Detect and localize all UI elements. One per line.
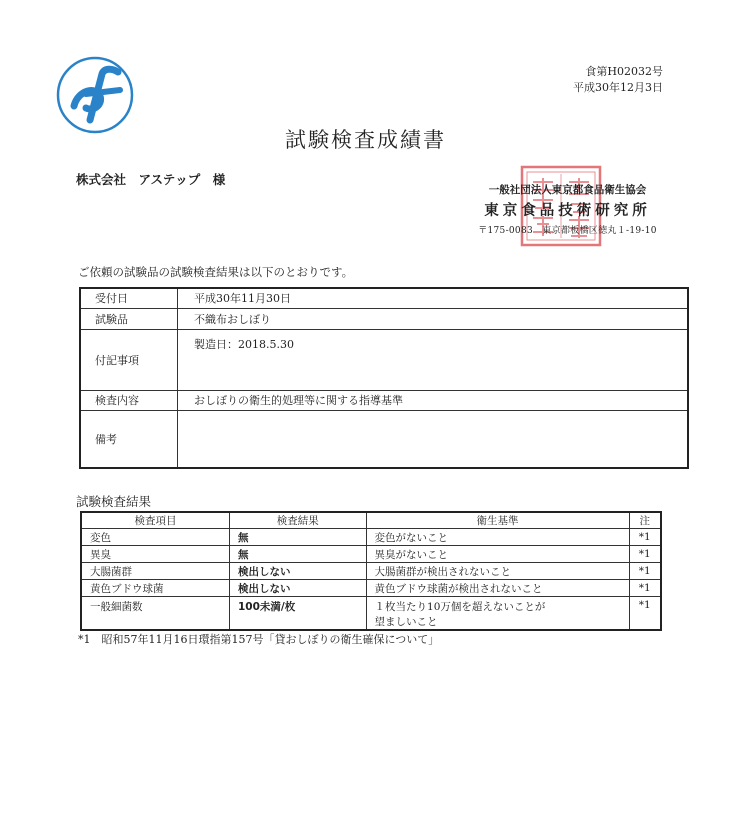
document-date: 平成30年12月3日 [573, 81, 663, 94]
info-value: 不織布おしぼり [178, 308, 689, 329]
test-item: 異臭 [81, 546, 229, 563]
document-number-block [573, 64, 663, 96]
info-label: 検査内容 [80, 390, 178, 410]
standard-line: １枚当たり10万個を超えないことが [374, 601, 546, 613]
info-value: 製造日：2018.5.30 [178, 329, 689, 390]
note-ref: *1 [629, 529, 661, 546]
document-number: 食第H02032号 [585, 65, 663, 78]
column-header: 注 [629, 512, 661, 529]
hygiene-standard: 黄色ブドウ球菌が検出されないこと [366, 580, 629, 597]
standard-line: 望ましいこと [374, 616, 438, 628]
table-row [80, 390, 688, 410]
hygiene-standard: 大腸菌群が検出されないこと [366, 563, 629, 580]
company-logo-icon [56, 56, 134, 134]
table-row [81, 563, 661, 580]
test-item: 大腸菌群 [81, 563, 229, 580]
results-title: 試験検査結果 [76, 494, 152, 509]
issuer-institute: 東京食品技術研究所 [484, 202, 651, 219]
column-header: 衛生基準 [366, 512, 629, 529]
issuer-address: 〒175-0083 東京都板橋区徳丸１-19-10 [478, 226, 657, 236]
hygiene-standard: 変色がないこと [366, 529, 629, 546]
table-row [81, 529, 661, 546]
table-row [80, 329, 688, 390]
table-row [80, 288, 688, 308]
test-result: 検出しない [229, 580, 366, 597]
hygiene-standard [366, 597, 629, 631]
note-ref: *1 [629, 563, 661, 580]
info-value: おしぼりの衛生的処理等に関する指導基準 [178, 390, 689, 410]
table-row [80, 308, 688, 329]
test-item: 黄色ブドウ球菌 [81, 580, 229, 597]
info-value [178, 410, 689, 468]
results-table [80, 511, 662, 631]
issuer-block [460, 182, 675, 236]
document-title: 試験検査成績書 [285, 128, 446, 152]
info-label: 付記事項 [80, 329, 178, 390]
sample-info-table [79, 287, 689, 469]
note-ref: *1 [629, 597, 661, 631]
test-result: 100未満/枚 [229, 597, 366, 631]
footnote: *1 昭和57年11月16日環指第157号「貸おしぼりの衛生確保について」 [78, 633, 440, 646]
info-value: 平成30年11月30日 [178, 288, 689, 308]
table-header-row [81, 512, 661, 529]
intro-text: ご依頼の試験品の試験検査結果は以下のとおりです。 [78, 265, 354, 279]
note-ref: *1 [629, 546, 661, 563]
column-header: 検査結果 [229, 512, 366, 529]
client-name: 株式会社 アステップ 様 [76, 172, 226, 187]
test-result: 無 [229, 529, 366, 546]
issuer-association: 一般社団法人東京都食品衛生協会 [488, 184, 647, 196]
table-row [80, 410, 688, 468]
test-result: 無 [229, 546, 366, 563]
test-result: 検出しない [229, 563, 366, 580]
test-item: 一般細菌数 [81, 597, 229, 631]
column-header: 検査項目 [81, 512, 229, 529]
test-item: 変色 [81, 529, 229, 546]
table-row [81, 546, 661, 563]
table-row [81, 580, 661, 597]
info-label: 試験品 [80, 308, 178, 329]
info-label: 受付日 [80, 288, 178, 308]
table-row [81, 597, 661, 631]
info-label: 備考 [80, 410, 178, 468]
note-ref: *1 [629, 580, 661, 597]
hygiene-standard: 異臭がないこと [366, 546, 629, 563]
